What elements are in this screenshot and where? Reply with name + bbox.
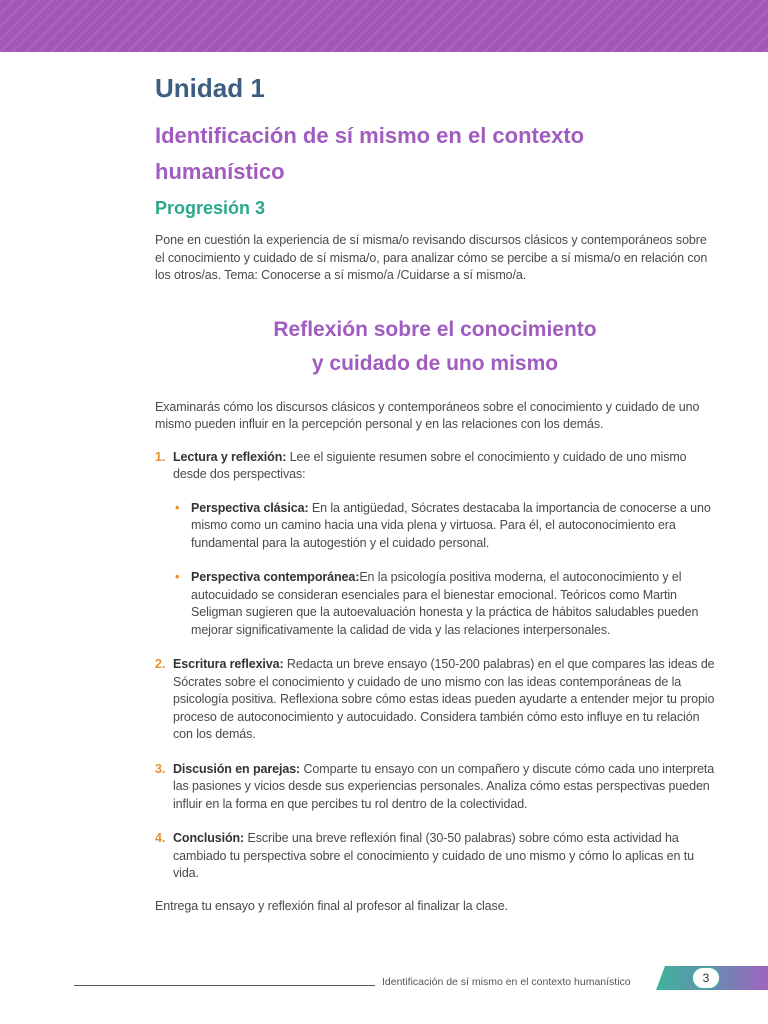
intro-paragraph: Pone en cuestión la experiencia de sí misma/o revisando discursos clásicos y contemporáneos sobre el conocimiento y cuidado de sí misma/o, para analizar cómo se percibe a sí misma/o en relación con los otros/as. Tema: Conocerse a sí mismo/a /Cuidarse a sí mismo/a. [155,233,708,282]
perspectives-list [173,500,715,640]
step-label: Conclusión: [173,831,245,845]
bullet-icon: • [175,570,180,584]
step-label: Escritura reflexiva: [173,657,284,671]
unit-title: Unidad 1 [155,73,265,103]
step-number: 1. [155,449,166,464]
main-heading [155,313,715,381]
footer-rule [74,985,375,986]
step-text: Escribe una breve reflexión final (30-50 palabras) sobre cómo esta actividad ha cambiado tu perspectiva sobre el conocimiento y cuidado de uno mismo y cómo lo aplicas en tu vida. [173,831,694,880]
perspective-label: Perspectiva contemporánea: [191,570,360,584]
perspective-text: En la antigüedad, Sócrates destacaba la importancia de conocerse a uno mismo como un camino hacia una vida plena y virtuosa. Para él, el autoconocimiento era fundamental para la autogestión y el cuidado personal. [191,500,711,550]
perspective-item [173,569,715,639]
step-text: Lee el siguiente resumen sobre el conocimiento y cuidado de uno mismo desde dos perspectivas: [173,449,687,481]
step-item [155,761,715,814]
step-number: 2. [155,657,166,671]
step-label: Lectura y reflexión: [173,449,287,464]
perspective-label: Perspectiva clásica: [191,500,309,515]
step-item [155,656,715,744]
main-heading-line-1: Reflexión sobre el conocimiento [273,317,597,341]
bullet-icon: • [175,500,180,515]
step-text: Redacta un breve ensayo (150-200 palabras) en el que compares las ideas de Sócrates sobre el conocimiento y cuidado de uno mismo con las ideas contemporáneas de la psicología positiva. Reflexiona sobre cómo estas ideas pueden ayudarte a entender mejor tu propio proceso de autoconocimiento y autocuidado. Considera también cómo esto influye en tu relación con los demás. [173,657,715,741]
step-text: Comparte tu ensayo con un compañero y discute cómo cada uno interpreta las pasiones y vicios desde sus experiencias personales. Analiza cómo estas perspectivas pueden influir en la forma en que percibes tu rol dentro de la colectividad. [173,761,715,811]
step-item [155,449,715,640]
section-title: Identificación de sí mismo en el contexto humanístico [155,123,585,184]
step-number: 4. [155,831,166,845]
top-decorative-band [0,0,768,52]
page-number: 3 [692,967,720,989]
footer-running-title: Identificación de sí mismo en el contexto humanístico [382,976,631,988]
perspective-text: En la psicología positiva moderna, el autoconocimiento y el autocuidado se consideran esenciales para el bienestar emocional. Teóricos como Martin Seligman sugieren que la autoevaluación honesta y la práctica de hábitos saludables pueden mejorar significativamente la calidad de vida y las relaciones interpersonales. [191,570,699,637]
step-number: 3. [155,761,166,776]
step-label: Discusión en parejas: [173,761,301,776]
lead-paragraph: Examinarás cómo los discursos clásicos y contemporáneos sobre el conocimiento y cuidado de uno mismo pueden influir en la percepción personal y en las relaciones con los demás. [155,399,700,431]
perspective-item [173,500,715,553]
step-item [155,830,715,883]
progression-title: Progresión 3 [155,198,266,218]
page-content [155,72,715,915]
closing-paragraph: Entrega tu ensayo y reflexión final al profesor al finalizar la clase. [155,898,508,913]
main-heading-line-2: y cuidado de uno mismo [311,351,559,375]
steps-list [155,449,715,883]
